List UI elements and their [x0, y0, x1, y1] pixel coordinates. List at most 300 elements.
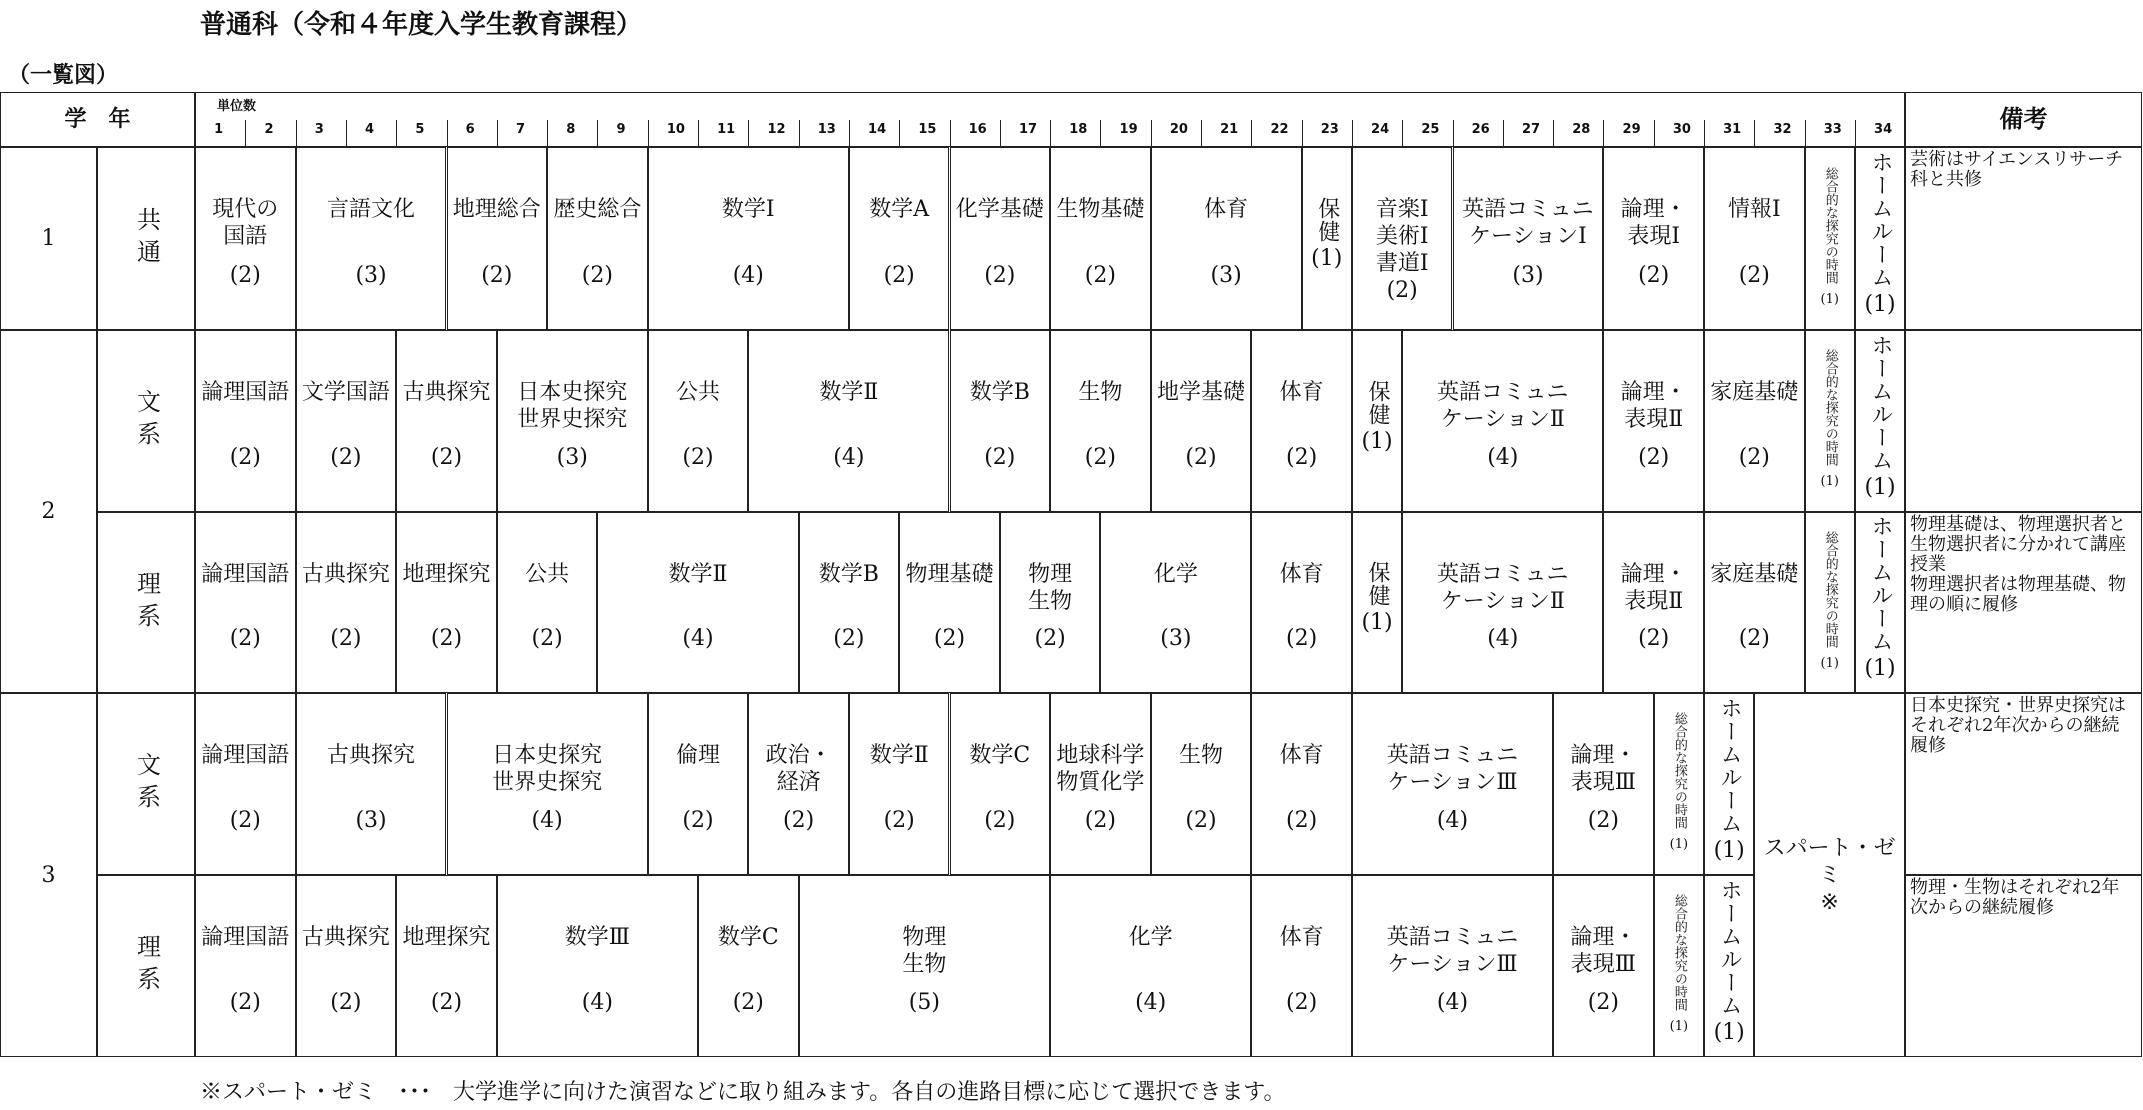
subject-cell: [1000, 512, 1101, 693]
track-label-text: 理系: [132, 570, 161, 635]
track-label-text: 文系: [132, 389, 161, 453]
subject-name: 地理探究: [402, 562, 491, 587]
subject-units: (2): [833, 626, 865, 651]
unit-tick: [1352, 120, 1353, 147]
subject-units: (2): [1386, 278, 1418, 303]
unit-number: 3: [314, 122, 324, 137]
subject-cell: [1603, 512, 1704, 693]
subject-units: (2): [1084, 445, 1116, 470]
subject-cell: [547, 147, 648, 330]
subject-units: (2): [1638, 445, 1670, 470]
subject-cell: [1855, 330, 1905, 512]
unit-number: 9: [616, 122, 626, 137]
unit-tick: [1100, 120, 1101, 147]
subject-cell: [195, 512, 296, 693]
track-label: [97, 875, 195, 1057]
subject-units: (2): [1084, 808, 1116, 833]
subject-name: ホームルーム: [1868, 151, 1894, 289]
subject-cell: [597, 512, 798, 693]
subject-units: (3): [1210, 263, 1242, 288]
grade-cell: [0, 693, 97, 1057]
track-label: [97, 330, 195, 512]
subject-units: (2): [933, 626, 966, 651]
subject-units: (1): [1713, 1019, 1745, 1045]
subject-units: (1): [1864, 474, 1896, 500]
subject-name: 論理国語: [201, 380, 290, 405]
unit-number: 13: [817, 122, 836, 137]
subject-cell: [1704, 147, 1805, 330]
subject-name: 日本史探究 世界史探究: [517, 380, 628, 432]
subject-units: (2): [682, 445, 714, 470]
subject-cell: [296, 147, 447, 330]
subject-name: 体育: [1279, 380, 1324, 405]
unit-number: 34: [1874, 122, 1893, 137]
subject-units: (1): [1669, 1019, 1689, 1034]
subject-cell: [296, 330, 397, 512]
unit-tick: [1151, 120, 1152, 147]
subject-name: 数学Ⅱ: [869, 743, 929, 768]
unit-number: 20: [1169, 122, 1188, 137]
unit-tick: [497, 120, 498, 147]
unit-number: 1: [214, 122, 224, 137]
subject-name: 論理・ 表現Ⅲ: [1570, 925, 1637, 977]
subject-cell: [1151, 330, 1252, 512]
grade-cell: [0, 147, 97, 330]
subject-name: 物理基礎: [905, 562, 994, 587]
subject-name: 古典探究: [402, 380, 491, 405]
subject-units: (2): [330, 626, 362, 651]
subject-name: 論理・ 表現Ⅱ: [1620, 562, 1687, 614]
subject-units: (2): [1587, 808, 1619, 833]
subject-units: (4): [531, 808, 563, 833]
unit-number: 17: [1018, 122, 1038, 137]
subject-units: (2): [1638, 263, 1670, 288]
subject-cell: [698, 875, 799, 1057]
subject-units: (2): [1738, 445, 1770, 470]
subject-name: 保健: [1365, 561, 1391, 607]
unit-tick: [899, 120, 900, 147]
subject-name: 公共: [525, 562, 570, 587]
subject-cell: [1855, 147, 1905, 330]
seminar-name: スパート・ゼミ: [1763, 835, 1896, 888]
subject-units: (1): [1864, 292, 1896, 317]
unit-number: 29: [1622, 122, 1641, 137]
unit-tick: [1251, 120, 1252, 147]
subject-units: (2): [1286, 990, 1318, 1015]
remark-cell: [1905, 512, 2142, 693]
subject-name: 総合的な探究の時間: [1822, 166, 1838, 284]
unit-number: 27: [1521, 122, 1541, 137]
page-title: 普通科（令和４年度入学生教育課程）: [200, 10, 643, 40]
unit-tick: [1754, 120, 1755, 147]
subject-units: (4): [732, 263, 764, 288]
subject-cell: [195, 693, 296, 875]
unit-tick: [748, 120, 749, 147]
subject-name: 公共: [675, 380, 720, 405]
subject-units: (2): [430, 626, 463, 651]
subject-units: (2): [1286, 626, 1318, 651]
subject-name: 情報Ⅰ: [1727, 197, 1781, 222]
subject-name: 化学: [1153, 562, 1198, 587]
subject-cell: [1352, 512, 1402, 693]
subject-units: (4): [1487, 626, 1519, 651]
subject-name: 政治・ 経済: [765, 743, 832, 795]
subject-name: 数学B: [818, 562, 879, 587]
subject-cell: [1704, 512, 1805, 693]
units-label: 単位数: [217, 99, 257, 114]
track-label: [97, 147, 195, 330]
subject-units: (2): [330, 990, 362, 1015]
unit-tick: [1201, 120, 1202, 147]
subject-cell: [1050, 147, 1151, 330]
subject-name: 古典探究: [327, 743, 416, 768]
subject-name: 数学A: [869, 197, 930, 222]
grade-header-label: 学 年: [64, 107, 131, 132]
subject-cell: [849, 147, 950, 330]
unit-number: 31: [1723, 122, 1742, 137]
subject-units: (2): [330, 445, 362, 470]
subject-units: (1): [1820, 474, 1839, 489]
subject-units: (2): [581, 263, 613, 288]
subject-name: 体育: [1279, 743, 1324, 768]
subject-name: ホームルーム: [1868, 333, 1894, 472]
subject-cell: [1352, 693, 1553, 875]
unit-number: 4: [365, 122, 375, 137]
remark-text: 芸術はサイエンスリサーチ科と共修: [1910, 149, 2124, 190]
subject-cell: [396, 875, 497, 1057]
unit-tick: [1805, 120, 1806, 147]
unit-tick: [1503, 120, 1504, 147]
subject-cell: [296, 512, 397, 693]
unit-number: 19: [1119, 122, 1138, 137]
subject-name: 地理総合: [452, 197, 541, 222]
subject-units: (2): [1185, 445, 1217, 470]
unit-tick: [1000, 120, 1001, 147]
track-label-text: 共通: [132, 206, 161, 271]
subject-units: (2): [883, 263, 915, 288]
subject-units: (2): [229, 445, 261, 470]
subject-name: 英語コミュニ ケーションⅠ: [1462, 197, 1594, 249]
subject-units: (4): [1135, 990, 1167, 1015]
unit-number: 11: [717, 122, 736, 137]
subject-name: 数学C: [969, 743, 1031, 768]
remark-cell: [1905, 147, 2142, 330]
subject-name: 古典探究: [301, 562, 390, 587]
subject-name: 家庭基礎: [1710, 562, 1799, 587]
unit-number: 23: [1320, 122, 1339, 137]
unit-number: 22: [1270, 122, 1289, 137]
subject-name: 数学Ⅱ: [668, 562, 728, 587]
subject-units: (3): [355, 263, 387, 288]
subject-name: 言語文化: [327, 197, 416, 222]
grade-cell: [0, 330, 97, 693]
subject-name: 倫理: [675, 743, 720, 768]
track-label-text: 理系: [132, 934, 161, 998]
subject-cell: [497, 330, 648, 512]
subject-cell: [195, 147, 296, 330]
subject-units: (2): [1286, 808, 1318, 833]
subject-units: (2): [481, 263, 513, 288]
subject-units: (2): [1034, 626, 1066, 651]
subject-units: (2): [229, 263, 261, 288]
unit-number: 24: [1371, 122, 1390, 137]
subject-units: (2): [883, 808, 915, 833]
subject-units: (4): [833, 445, 865, 470]
subject-name: 論理国語: [201, 562, 290, 587]
subject-units: (2): [984, 445, 1016, 470]
subject-name: 化学: [1128, 925, 1173, 950]
remarks-header-label: 備考: [1999, 105, 2048, 133]
subject-cell: [799, 875, 1051, 1057]
subject-cell: [1151, 693, 1252, 875]
grade-number: 2: [41, 499, 56, 524]
subject-name: 数学Ⅲ: [564, 925, 630, 950]
unit-number: 26: [1471, 122, 1490, 137]
subject-name: 論理国語: [201, 743, 290, 768]
page-subtitle: （一覧図）: [8, 63, 119, 88]
unit-number: 14: [868, 122, 887, 137]
subject-name: 英語コミュニ ケーションⅡ: [1437, 562, 1569, 614]
grade-number: 3: [41, 862, 56, 888]
subject-cell: [1352, 330, 1402, 512]
subject-units: (2): [682, 808, 714, 833]
subject-name: 総合的な探究の時間: [1671, 894, 1687, 1011]
unit-number: 12: [767, 122, 786, 137]
subject-units: (1): [1669, 837, 1689, 852]
grade-number: 1: [41, 226, 56, 251]
subject-cell: [1704, 875, 1754, 1057]
subject-units: (2): [1638, 626, 1670, 651]
subject-cell: [447, 147, 548, 330]
unit-tick: [1402, 120, 1403, 147]
subject-units: (1): [1311, 246, 1343, 271]
subject-cell: [396, 512, 497, 693]
subject-cell: [950, 330, 1051, 512]
subject-cell: [1050, 875, 1251, 1057]
subject-units: (2): [1286, 445, 1318, 470]
unit-number: 21: [1220, 122, 1239, 137]
subject-cell: [1805, 330, 1855, 512]
remark-text: 物理・生物はそれぞれ2年次からの継続履修: [1910, 877, 2120, 918]
subject-units: (2): [732, 990, 764, 1015]
subject-units: (2): [531, 626, 563, 651]
unit-number: 5: [415, 122, 425, 137]
subject-units: (2): [430, 990, 463, 1015]
unit-tick: [648, 120, 649, 147]
subject-units: (1): [1864, 656, 1896, 681]
subject-name: 総合的な探究の時間: [1822, 349, 1838, 466]
subject-name: 生物: [1078, 380, 1123, 405]
subject-name: 体育: [1204, 197, 1249, 222]
grade-header: [0, 92, 195, 147]
subject-name: 文学国語: [301, 380, 390, 405]
subject-cell: [1453, 147, 1604, 330]
subject-name: 歴史総合: [553, 197, 642, 222]
unit-tick: [1603, 120, 1604, 147]
seminar-cell: [1754, 693, 1905, 1057]
subject-units: (1): [1361, 428, 1393, 454]
subject-name: 家庭基礎: [1710, 380, 1799, 405]
subject-cell: [1251, 512, 1352, 693]
subject-units: (4): [1436, 990, 1469, 1015]
subject-cell: [648, 147, 849, 330]
subject-name: 総合的な探究の時間: [1671, 712, 1687, 829]
subject-cell: [1553, 693, 1654, 875]
subject-name: 物理 生物: [1028, 562, 1073, 614]
subject-name: 体育: [1279, 562, 1324, 587]
unit-number: 28: [1572, 122, 1591, 137]
subject-units: (2): [783, 808, 815, 833]
remark-text: 物理基礎は、物理選択者と生物選択者に分かれて講座授業 物理選択者は物理基礎、物理の順に履修: [1910, 514, 2126, 615]
subject-cell: [1805, 147, 1855, 330]
subject-name: ホームルーム: [1717, 696, 1743, 835]
subject-cell: [1251, 330, 1352, 512]
subject-cell: [296, 693, 447, 875]
subject-cell: [849, 693, 950, 875]
unit-tick: [1302, 120, 1303, 147]
unit-tick: [1553, 120, 1554, 147]
subject-cell: [1151, 147, 1302, 330]
unit-number: 6: [465, 122, 475, 137]
subject-units: (1): [1713, 837, 1745, 863]
subject-cell: [1654, 693, 1704, 875]
subject-units: (3): [556, 445, 588, 470]
unit-number: 33: [1823, 122, 1842, 137]
subject-name: 保健: [1314, 197, 1340, 243]
subject-cell: [648, 693, 749, 875]
subject-cell: [1704, 330, 1805, 512]
subject-cell: [1100, 512, 1251, 693]
subject-name: 論理国語: [201, 925, 290, 950]
subject-name: 総合的な探究の時間: [1822, 530, 1838, 648]
subject-name: 論理・ 表現Ⅱ: [1620, 380, 1687, 432]
subject-cell: [296, 875, 397, 1057]
unit-number: 2: [264, 122, 274, 137]
subject-name: 地理探究: [402, 925, 491, 950]
unit-tick: [950, 120, 951, 147]
unit-number: 25: [1421, 122, 1440, 137]
subject-units: (4): [1436, 808, 1469, 833]
subject-name: 地学基礎: [1156, 380, 1245, 405]
unit-number: 16: [968, 122, 987, 137]
subject-units: (2): [1587, 990, 1619, 1015]
footnote: ※スパート・ゼミ ･･･ 大学進学に向けた演習などに取り組みます。各自の進路目標に応じて選択できます。: [200, 1080, 1286, 1105]
subject-cell: [1251, 875, 1352, 1057]
subject-name: 生物: [1178, 743, 1223, 768]
subject-cell: [1603, 330, 1704, 512]
unit-tick: [396, 120, 397, 147]
unit-tick: [1050, 120, 1051, 147]
track-label: [97, 512, 195, 693]
seminar-mark: ※: [1820, 889, 1839, 915]
unit-number: 18: [1069, 122, 1088, 137]
unit-tick: [849, 120, 850, 147]
subject-name: 日本史探究 世界史探究: [492, 743, 603, 795]
subject-cell: [1352, 147, 1453, 330]
subject-units: (2): [1084, 263, 1116, 288]
subject-cell: [1704, 693, 1754, 875]
subject-units: (2): [229, 808, 261, 833]
unit-number: 10: [666, 122, 685, 137]
subject-name: 地球科学 物質化学: [1056, 743, 1145, 795]
unit-tick: [1453, 120, 1454, 147]
subject-name: 体育: [1279, 925, 1324, 950]
unit-tick: [1855, 120, 1856, 147]
remark-cell: [1905, 693, 2142, 875]
subject-name: 生物基礎: [1056, 197, 1145, 222]
subject-cell: [648, 330, 749, 512]
subject-cell: [396, 330, 497, 512]
subject-units: (2): [1185, 808, 1217, 833]
subject-name: 数学Ⅱ: [819, 380, 879, 405]
subject-units: (2): [229, 990, 261, 1015]
unit-number: 15: [918, 122, 937, 137]
unit-tick: [597, 120, 598, 147]
subject-units: (5): [908, 990, 940, 1015]
subject-name: 保健: [1365, 379, 1391, 426]
unit-tick: [296, 120, 297, 147]
subject-cell: [1805, 512, 1855, 693]
subject-name: ホームルーム: [1717, 878, 1743, 1017]
remark-text: 日本史探究・世界史探究はそれぞれ2年次からの継続履修: [1910, 695, 2126, 756]
subject-units: (3): [1512, 263, 1544, 288]
unit-tick: [1654, 120, 1655, 147]
subject-cell: [1654, 875, 1704, 1057]
subject-name: 英語コミュニ ケーションⅢ: [1386, 743, 1519, 795]
subject-cell: [950, 693, 1051, 875]
subject-units: (1): [1361, 610, 1393, 635]
subject-name: 現代の 国語: [212, 197, 279, 249]
subject-cell: [195, 330, 296, 512]
subject-cell: [1251, 693, 1352, 875]
unit-tick: [799, 120, 800, 147]
track-label: [97, 693, 195, 875]
subject-cell: [1302, 147, 1352, 330]
subject-cell: [1402, 512, 1603, 693]
subject-name: 数学B: [969, 380, 1030, 405]
subject-cell: [950, 147, 1051, 330]
unit-tick: [1704, 120, 1705, 147]
subject-cell: [1402, 330, 1603, 512]
subject-units: (4): [1487, 445, 1519, 470]
unit-tick: [547, 120, 548, 147]
subject-cell: [1603, 147, 1704, 330]
unit-tick: [245, 120, 246, 147]
track-label-text: 文系: [132, 752, 161, 816]
subject-cell: [1352, 875, 1553, 1057]
subject-name: 英語コミュニ ケーションⅢ: [1386, 925, 1519, 977]
subject-cell: [497, 875, 698, 1057]
subject-name: 物理 生物: [902, 925, 947, 977]
remark-cell: [1905, 330, 2142, 512]
subject-units: (3): [355, 808, 387, 833]
subject-units: (4): [682, 626, 714, 651]
subject-cell: [748, 330, 949, 512]
subject-units: (2): [229, 626, 261, 651]
subject-cell: [1855, 512, 1905, 693]
subject-cell: [1050, 693, 1151, 875]
unit-number: 7: [515, 122, 525, 137]
subject-cell: [1050, 330, 1151, 512]
unit-number: 32: [1773, 122, 1792, 137]
subject-units: (4): [581, 990, 613, 1015]
unit-number: 30: [1672, 122, 1691, 137]
subject-units: (2): [984, 808, 1016, 833]
subject-cell: [899, 512, 1000, 693]
unit-tick: [346, 120, 347, 147]
subject-name: 論理・ 表現Ⅲ: [1570, 743, 1637, 795]
subject-name: 音楽Ⅰ 美術Ⅰ 書道Ⅰ: [1375, 197, 1429, 276]
